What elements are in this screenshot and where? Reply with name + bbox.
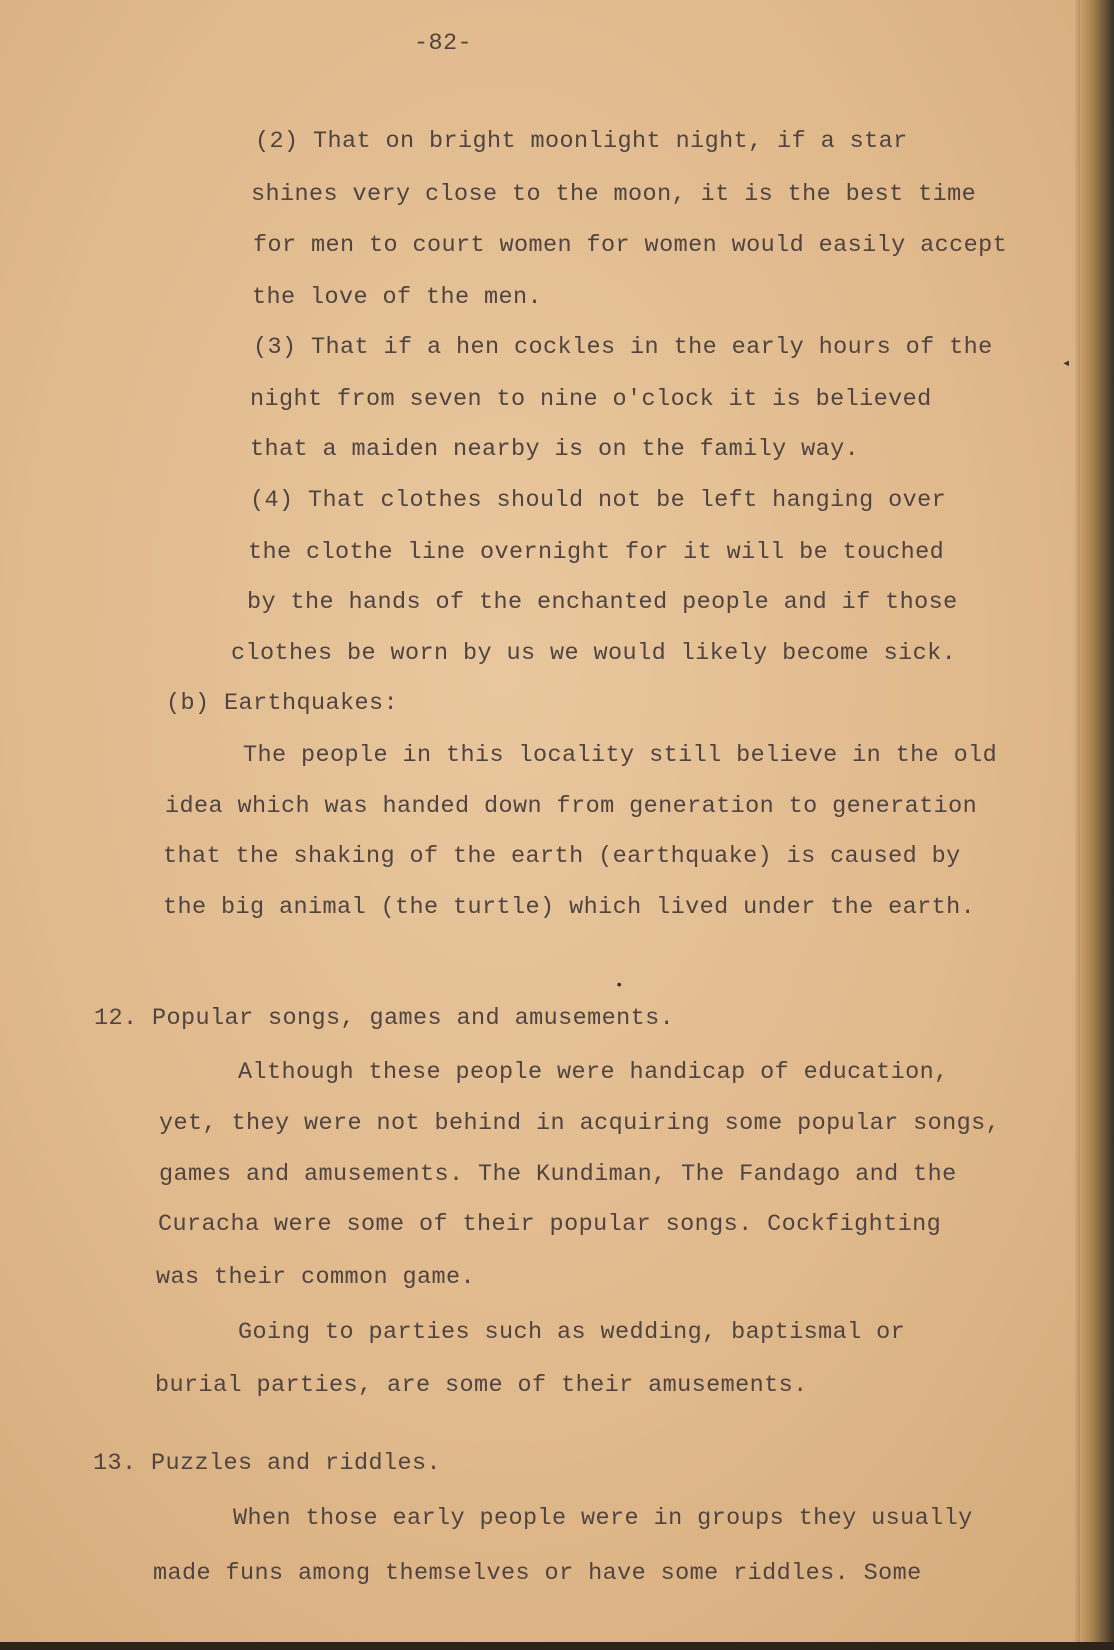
text-line: Although these people were handicap of education, xyxy=(238,1059,949,1086)
text-line: the love of the men. xyxy=(252,284,543,311)
text-line: that a maiden nearby is on the family way. xyxy=(250,436,860,463)
text-line: night from seven to nine o'clock it is believed xyxy=(250,386,932,413)
text-line: idea which was handed down from generation to generation xyxy=(165,793,978,820)
text-line: When those early people were in groups they usually xyxy=(233,1505,973,1532)
text-line: Going to parties such as wedding, baptismal or xyxy=(238,1319,906,1346)
text-line: (3) That if a hen cockles in the early hours of the xyxy=(253,334,993,361)
section-heading: (b) Earthquakes: xyxy=(166,690,399,717)
text-line: the clothe line overnight for it will be touched xyxy=(248,539,945,566)
text-line: (2) That on bright moonlight night, if a star xyxy=(255,128,908,155)
text-line: Curacha were some of their popular songs. Cockfighting xyxy=(158,1211,942,1238)
text-line: made funs among themselves or have some riddles. Some xyxy=(153,1560,922,1587)
text-line: burial parties, are some of their amusements. xyxy=(155,1372,808,1399)
text-line: that the shaking of the earth (earthquake) is caused by xyxy=(163,843,961,870)
section-heading: 12. Popular songs, games and amusements. xyxy=(94,1005,675,1032)
text-line: yet, they were not behind in acquiring some popular songs, xyxy=(159,1110,1001,1137)
text-line: (4) That clothes should not be left hanging over xyxy=(250,487,947,514)
text-line: by the hands of the enchanted people and if those xyxy=(247,589,958,616)
section-heading: 13. Puzzles and riddles. xyxy=(93,1450,442,1477)
text-line: The people in this locality still believe in the old xyxy=(243,742,998,769)
bottom-edge xyxy=(0,1642,1114,1650)
text-line: the big animal (the turtle) which lived under the earth. xyxy=(163,894,976,921)
text-line: shines very close to the moon, it is the best time xyxy=(251,181,977,208)
page-number: -82- xyxy=(414,30,473,57)
text-line: clothes be worn by us we would likely become sick. xyxy=(231,640,957,667)
text-line: for men to court women for women would easily accept xyxy=(253,232,1008,259)
stray-dot: • xyxy=(615,978,624,994)
margin-arrow-mark: ◂ xyxy=(1062,356,1071,372)
binding-edge xyxy=(1080,0,1114,1650)
text-line: games and amusements. The Kundiman, The Fandago and the xyxy=(159,1161,957,1188)
text-line: was their common game. xyxy=(156,1264,476,1291)
